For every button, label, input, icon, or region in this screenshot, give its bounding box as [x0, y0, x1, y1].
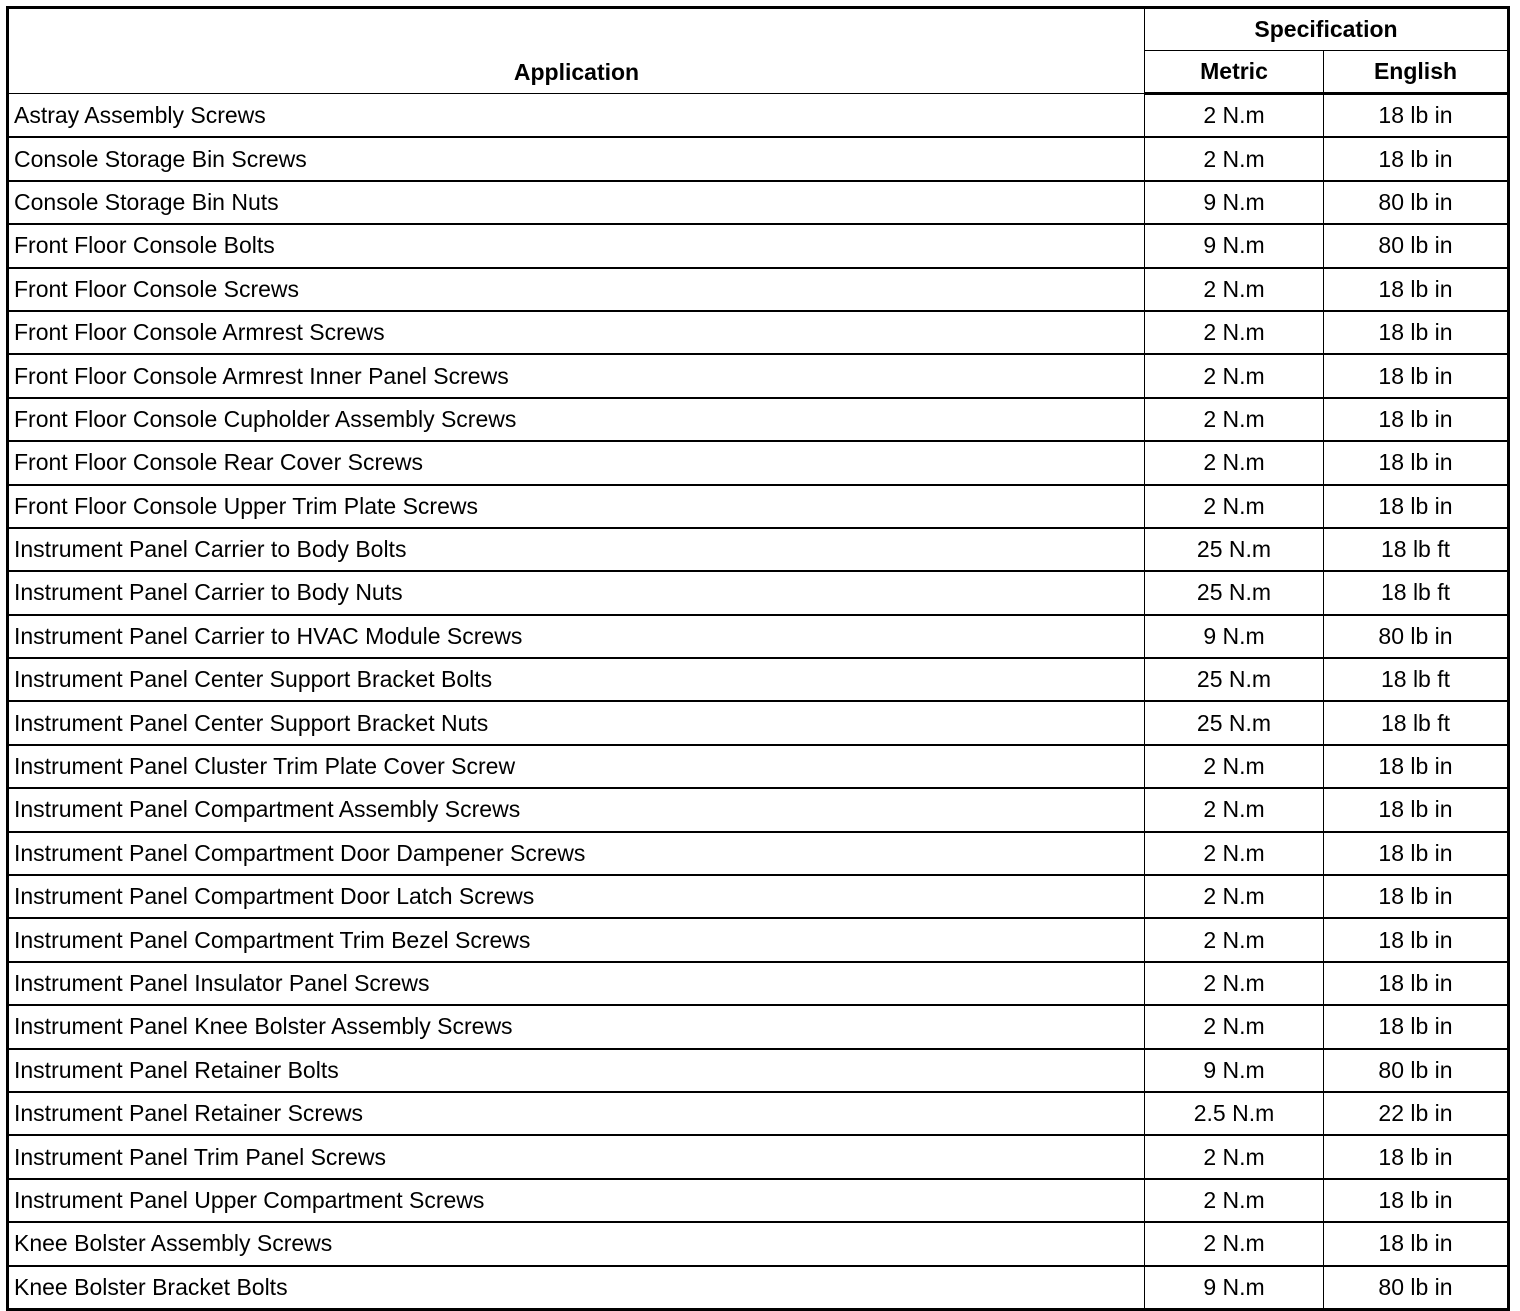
- table-row: [8, 1049, 1509, 1092]
- table-row: [8, 1092, 1509, 1135]
- cell-application: Instrument Panel Carrier to Body Nuts: [8, 571, 1145, 614]
- table-row: [8, 832, 1509, 875]
- table-row: [8, 354, 1509, 397]
- table-row: [8, 1005, 1509, 1048]
- cell-english: 18 lb in: [1324, 1222, 1509, 1265]
- header-row-top: [8, 8, 1509, 51]
- cell-application: Front Floor Console Armrest Screws: [8, 311, 1145, 354]
- table-row: [8, 918, 1509, 961]
- cell-metric: 2 N.m: [1145, 1005, 1324, 1048]
- cell-metric: 2 N.m: [1145, 832, 1324, 875]
- table-row: [8, 441, 1509, 484]
- table-row: [8, 1222, 1509, 1265]
- table-row: [8, 658, 1509, 701]
- cell-metric: 2 N.m: [1145, 485, 1324, 528]
- table-row: [8, 788, 1509, 831]
- cell-application: Instrument Panel Compartment Trim Bezel Screws: [8, 918, 1145, 961]
- table-row: [8, 485, 1509, 528]
- cell-english: 18 lb in: [1324, 745, 1509, 788]
- cell-application: Instrument Panel Knee Bolster Assembly Screws: [8, 1005, 1145, 1048]
- column-header-english: English: [1324, 51, 1509, 94]
- cell-english: 18 lb in: [1324, 832, 1509, 875]
- cell-english: 22 lb in: [1324, 1092, 1509, 1135]
- cell-english: 80 lb in: [1324, 1266, 1509, 1310]
- table-row: [8, 311, 1509, 354]
- cell-metric: 2 N.m: [1145, 311, 1324, 354]
- table-row: [8, 137, 1509, 180]
- cell-english: 18 lb in: [1324, 875, 1509, 918]
- cell-application: Knee Bolster Bracket Bolts: [8, 1266, 1145, 1310]
- cell-application: Instrument Panel Center Support Bracket Nuts: [8, 701, 1145, 744]
- torque-spec-table: [6, 6, 1510, 1311]
- cell-application: Instrument Panel Insulator Panel Screws: [8, 962, 1145, 1005]
- cell-english: 18 lb in: [1324, 1179, 1509, 1222]
- cell-english: 80 lb in: [1324, 181, 1509, 224]
- cell-metric: 2 N.m: [1145, 441, 1324, 484]
- cell-metric: 25 N.m: [1145, 701, 1324, 744]
- table-body: [8, 94, 1509, 1310]
- cell-application: Instrument Panel Carrier to Body Bolts: [8, 528, 1145, 571]
- cell-english: 18 lb in: [1324, 788, 1509, 831]
- cell-english: 18 lb in: [1324, 94, 1509, 138]
- cell-english: 18 lb ft: [1324, 701, 1509, 744]
- cell-application: Astray Assembly Screws: [8, 94, 1145, 138]
- cell-metric: 2 N.m: [1145, 1135, 1324, 1178]
- column-header-specification: Specification: [1145, 8, 1509, 51]
- cell-metric: 2 N.m: [1145, 745, 1324, 788]
- table-row: [8, 1266, 1509, 1310]
- table-row: [8, 398, 1509, 441]
- cell-metric: 2 N.m: [1145, 354, 1324, 397]
- cell-application: Console Storage Bin Nuts: [8, 181, 1145, 224]
- cell-application: Front Floor Console Rear Cover Screws: [8, 441, 1145, 484]
- cell-application: Instrument Panel Retainer Bolts: [8, 1049, 1145, 1092]
- cell-metric: 9 N.m: [1145, 615, 1324, 658]
- table-row: [8, 181, 1509, 224]
- cell-application: Instrument Panel Center Support Bracket Bolts: [8, 658, 1145, 701]
- cell-metric: 2 N.m: [1145, 788, 1324, 831]
- cell-english: 80 lb in: [1324, 1049, 1509, 1092]
- cell-english: 18 lb in: [1324, 1005, 1509, 1048]
- table-header: [8, 8, 1509, 94]
- cell-metric: 2 N.m: [1145, 962, 1324, 1005]
- cell-application: Instrument Panel Compartment Assembly Screws: [8, 788, 1145, 831]
- cell-application: Front Floor Console Screws: [8, 268, 1145, 311]
- cell-english: 18 lb ft: [1324, 658, 1509, 701]
- table-row: [8, 701, 1509, 744]
- table-row: [8, 224, 1509, 267]
- cell-metric: 25 N.m: [1145, 528, 1324, 571]
- cell-english: 18 lb in: [1324, 137, 1509, 180]
- cell-metric: 2 N.m: [1145, 875, 1324, 918]
- cell-application: Front Floor Console Upper Trim Plate Screws: [8, 485, 1145, 528]
- cell-metric: 2 N.m: [1145, 268, 1324, 311]
- cell-metric: 2 N.m: [1145, 918, 1324, 961]
- table-row: [8, 94, 1509, 138]
- cell-application: Instrument Panel Carrier to HVAC Module Screws: [8, 615, 1145, 658]
- cell-english: 18 lb in: [1324, 962, 1509, 1005]
- cell-application: Knee Bolster Assembly Screws: [8, 1222, 1145, 1265]
- cell-metric: 2 N.m: [1145, 398, 1324, 441]
- cell-english: 18 lb in: [1324, 311, 1509, 354]
- cell-application: Instrument Panel Trim Panel Screws: [8, 1135, 1145, 1178]
- cell-application: Instrument Panel Compartment Door Dampener Screws: [8, 832, 1145, 875]
- cell-english: 18 lb in: [1324, 441, 1509, 484]
- table-row: [8, 615, 1509, 658]
- cell-english: 80 lb in: [1324, 615, 1509, 658]
- cell-metric: 2 N.m: [1145, 94, 1324, 138]
- cell-english: 18 lb in: [1324, 1135, 1509, 1178]
- cell-metric: 25 N.m: [1145, 658, 1324, 701]
- cell-english: 18 lb ft: [1324, 571, 1509, 614]
- table-row: [8, 571, 1509, 614]
- cell-english: 18 lb in: [1324, 268, 1509, 311]
- cell-application: Front Floor Console Bolts: [8, 224, 1145, 267]
- cell-english: 18 lb in: [1324, 398, 1509, 441]
- column-header-metric: Metric: [1145, 51, 1324, 94]
- cell-application: Instrument Panel Upper Compartment Screws: [8, 1179, 1145, 1222]
- table-row: [8, 962, 1509, 1005]
- cell-metric: 9 N.m: [1145, 181, 1324, 224]
- table-row: [8, 528, 1509, 571]
- cell-application: Instrument Panel Cluster Trim Plate Cover Screw: [8, 745, 1145, 788]
- column-header-application: Application: [8, 8, 1145, 94]
- cell-english: 80 lb in: [1324, 224, 1509, 267]
- cell-application: Instrument Panel Retainer Screws: [8, 1092, 1145, 1135]
- table-row: [8, 1135, 1509, 1178]
- cell-application: Instrument Panel Compartment Door Latch Screws: [8, 875, 1145, 918]
- cell-application: Console Storage Bin Screws: [8, 137, 1145, 180]
- cell-english: 18 lb in: [1324, 354, 1509, 397]
- cell-metric: 2 N.m: [1145, 1222, 1324, 1265]
- cell-english: 18 lb in: [1324, 918, 1509, 961]
- cell-metric: 9 N.m: [1145, 1266, 1324, 1310]
- table-row: [8, 875, 1509, 918]
- cell-application: Front Floor Console Armrest Inner Panel Screws: [8, 354, 1145, 397]
- table-row: [8, 1179, 1509, 1222]
- cell-metric: 9 N.m: [1145, 1049, 1324, 1092]
- cell-metric: 9 N.m: [1145, 224, 1324, 267]
- cell-english: 18 lb ft: [1324, 528, 1509, 571]
- table-row: [8, 268, 1509, 311]
- cell-metric: 2 N.m: [1145, 137, 1324, 180]
- cell-metric: 25 N.m: [1145, 571, 1324, 614]
- cell-metric: 2.5 N.m: [1145, 1092, 1324, 1135]
- cell-application: Front Floor Console Cupholder Assembly Screws: [8, 398, 1145, 441]
- cell-metric: 2 N.m: [1145, 1179, 1324, 1222]
- table-row: [8, 745, 1509, 788]
- cell-english: 18 lb in: [1324, 485, 1509, 528]
